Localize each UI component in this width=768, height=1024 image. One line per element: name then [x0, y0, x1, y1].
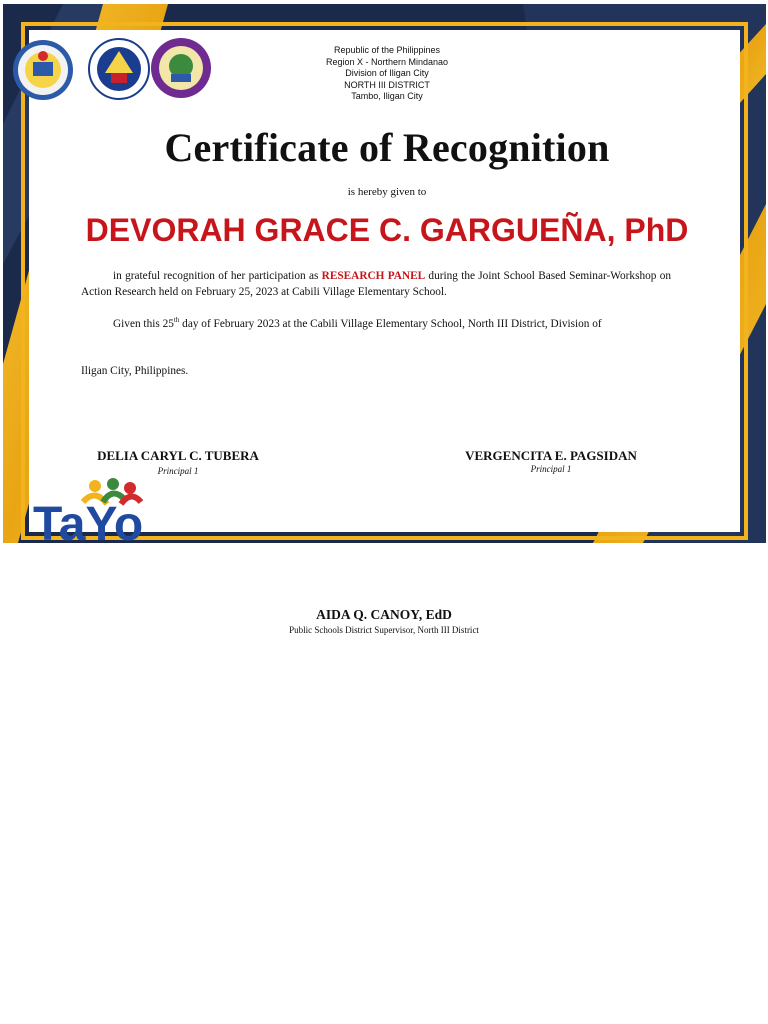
recipient-name: DEVORAH GRACE C. GARGUEÑA, PhD [85, 212, 689, 248]
signatory-right-name: VERGENCITA E. PAGSIDAN [465, 448, 637, 463]
given-date-text: Given this 25 [113, 317, 174, 330]
given-to-text: is hereby given to [347, 186, 427, 198]
given-paragraph [81, 312, 671, 332]
tayo-logo-text: TaYo [33, 498, 144, 548]
certificate-title: Certificate of Recognition [164, 125, 610, 170]
signatory-left-name: DELIA CARYL C. TUBERA [97, 448, 259, 463]
location-line: Iligan City, Philippines. [81, 365, 189, 377]
signatory-left-role: Principal 1 [157, 466, 199, 476]
header-line: Division of Iligan City [345, 68, 429, 78]
role-highlight: RESEARCH PANEL [321, 270, 426, 282]
given-location-text: day of February 2023 at the Cabili Village Elementary School, North III District, Division of [179, 317, 602, 330]
tayo-logo-icon [33, 478, 163, 548]
recognition-text: in grateful recognition of her participation as [113, 270, 322, 282]
supervisor-role: Public Schools District Supervisor, North III District [289, 625, 479, 635]
header-line: NORTH III DISTRICT [344, 79, 430, 90]
supervisor-name: AIDA Q. CANOY, EdD [316, 607, 452, 622]
recognition-paragraph [81, 268, 671, 300]
header-line: Tambo, Iligan City [351, 91, 423, 101]
signatory-right-role: Principal 1 [530, 464, 572, 474]
recognition-text-rest: during the Joint School Based Seminar-Workshop on Action Research held on February 25, 2023 at Cabili Village Elementary School. [81, 270, 671, 298]
header-line: Region X - Northern Mindanao [325, 56, 449, 67]
header-line: Republic of the Philippines [333, 45, 441, 55]
date-suffix: th [173, 316, 180, 324]
certificate [3, 4, 766, 548]
